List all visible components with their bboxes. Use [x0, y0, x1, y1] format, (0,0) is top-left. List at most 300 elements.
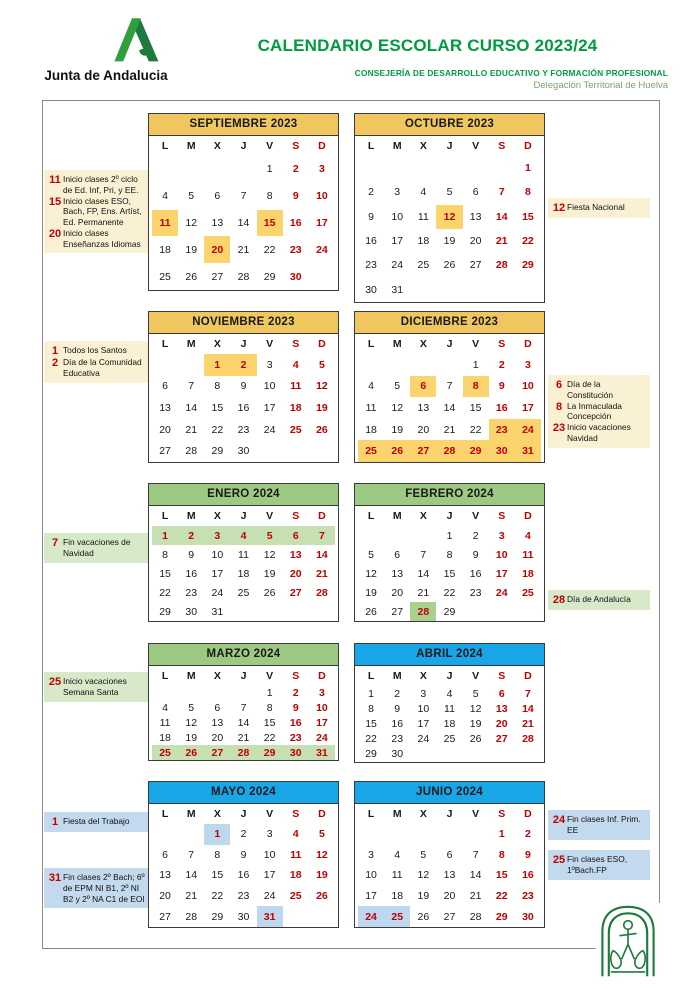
weekday-label: J: [446, 670, 453, 682]
day-cell: 15: [263, 716, 276, 729]
weekday-label: M: [392, 670, 402, 682]
day-cell: 3: [266, 828, 273, 841]
week-row: [149, 602, 338, 621]
day-cell: 26: [316, 890, 328, 903]
day-cell: 31: [211, 605, 224, 618]
day-cell: 25: [152, 745, 178, 760]
day-cell: [410, 747, 436, 762]
day-cell: 24: [417, 733, 430, 746]
week-row: [149, 376, 338, 398]
day-cell: 26: [443, 259, 456, 272]
day-cell: 24: [263, 890, 276, 903]
day-cell: 14: [237, 216, 250, 229]
weekday-label: S: [498, 808, 506, 820]
day-cell: [410, 824, 436, 845]
day-cell: 5: [472, 687, 479, 700]
day-cell: [384, 526, 410, 545]
weekday-label: V: [266, 338, 274, 350]
week-row: [355, 253, 544, 277]
weekday-label: V: [472, 670, 480, 682]
day-cell: 9: [472, 548, 479, 561]
day-cell: 8: [266, 190, 273, 203]
note-text: Día de la Constitución: [567, 379, 614, 400]
note-item: [47, 357, 145, 379]
day-cell: 3: [420, 687, 427, 700]
weekday-label: D: [318, 140, 326, 152]
day-cell: 9: [498, 380, 505, 393]
week-row: [355, 354, 544, 376]
day-cell: 11: [290, 848, 302, 861]
day-cell: 20: [159, 890, 171, 903]
weekday-label: X: [419, 338, 427, 350]
week-row: [149, 419, 338, 441]
weekday-label: V: [266, 510, 274, 522]
day-cell: [384, 354, 410, 376]
day-cell: 22: [495, 890, 508, 903]
day-cell: 11: [391, 869, 403, 882]
week-row: [149, 526, 338, 545]
day-cell: [178, 156, 204, 183]
day-cell: [436, 278, 462, 302]
note-may-note1: [44, 812, 148, 832]
day-cell: [489, 747, 515, 762]
day-cell: 4: [230, 526, 256, 545]
day-cell: 20: [289, 567, 302, 580]
day-cell: 14: [522, 702, 534, 715]
note-text: Fiesta del Trabajo: [63, 816, 130, 826]
day-cell: 17: [316, 716, 328, 729]
day-cell: 15: [522, 210, 534, 223]
day-cell: 27: [443, 910, 456, 923]
day-cell: 18: [522, 567, 534, 580]
day-cell: 15: [257, 210, 283, 237]
day-cell: 23: [237, 890, 250, 903]
weekday-label: J: [240, 338, 247, 350]
week-row: [355, 156, 544, 180]
day-cell: 16: [237, 869, 250, 882]
day-cell: 2: [524, 828, 531, 841]
day-cell: 22: [263, 243, 276, 256]
day-cell: 25: [289, 423, 302, 436]
weekday-label: M: [186, 338, 196, 350]
day-cell: 11: [522, 548, 534, 561]
day-cell: 18: [237, 567, 250, 580]
note-item: [47, 676, 145, 698]
week-row: [355, 602, 544, 621]
day-cell: 9: [240, 848, 247, 861]
day-cell: 8: [446, 548, 453, 561]
day-cell: 8: [214, 848, 221, 861]
note-item: [551, 854, 647, 876]
weekday-label: X: [213, 140, 221, 152]
day-cell: 14: [495, 210, 508, 223]
day-cell: 29: [463, 440, 489, 462]
note-text: La Inmaculada Concepción: [567, 400, 622, 422]
subtitle-consejeria: CONSEJERÍA DE DESARROLLO EDUCATIVO Y FORMACIÓN PROFESIONAL: [354, 68, 668, 78]
week-row: [355, 564, 544, 583]
weekday-label: L: [161, 140, 169, 152]
day-cell: 16: [391, 717, 404, 730]
note-item: [551, 401, 647, 423]
day-cell: 17: [391, 235, 404, 248]
day-cell: 7: [188, 848, 195, 861]
day-cell: [178, 824, 204, 845]
week-row: [149, 845, 338, 866]
day-cell: 28: [436, 440, 462, 462]
weekday-label: J: [446, 808, 453, 820]
day-cell: 17: [495, 567, 508, 580]
day-cell: [257, 602, 283, 621]
day-cell: 14: [443, 401, 456, 414]
weekday-label: J: [446, 140, 453, 152]
note-ene-note: [44, 533, 148, 563]
day-cell: [410, 278, 436, 302]
weekday-row: [355, 804, 544, 824]
day-cell: 29: [495, 910, 508, 923]
day-cell: 27: [495, 733, 508, 746]
weekday-label: D: [318, 670, 326, 682]
day-cell: 2: [178, 526, 204, 545]
weekday-label: J: [240, 808, 247, 820]
day-cell: 2: [498, 358, 505, 371]
day-cell: 10: [316, 702, 328, 715]
day-cell: 21: [469, 890, 482, 903]
note-item: [47, 816, 145, 828]
day-cell: 12: [316, 848, 328, 861]
day-cell: 30: [391, 748, 404, 761]
day-cell: 13: [443, 869, 456, 882]
note-item: [47, 872, 145, 904]
day-cell: 12: [185, 716, 198, 729]
note-day-number: 6: [555, 379, 563, 391]
day-cell: 23: [289, 243, 302, 256]
weekday-label: S: [498, 670, 506, 682]
day-cell: [463, 824, 489, 845]
day-cell: 1: [204, 824, 230, 845]
weekday-row: [149, 136, 338, 156]
weekday-label: X: [419, 140, 427, 152]
day-cell: 28: [495, 259, 508, 272]
day-cell: 1: [498, 828, 505, 841]
day-cell: 28: [185, 445, 198, 458]
week-row: [149, 183, 338, 210]
month-title: ABRIL 2024: [355, 644, 544, 666]
weekday-row: [149, 666, 338, 686]
day-cell: [152, 354, 178, 376]
day-cell: 22: [443, 586, 456, 599]
weekday-label: S: [498, 338, 506, 350]
day-cell: 1: [266, 687, 273, 700]
day-cell: 19: [469, 717, 482, 730]
day-cell: 13: [211, 716, 224, 729]
day-cell: 17: [263, 401, 276, 414]
day-cell: 4: [368, 380, 374, 393]
day-cell: 3: [524, 358, 531, 371]
day-cell: 11: [290, 380, 302, 393]
note-day-number: 25: [48, 676, 62, 688]
day-cell: 21: [417, 586, 430, 599]
note-item: [551, 814, 647, 836]
day-cell: [410, 354, 436, 376]
note-mar-note: [44, 672, 148, 702]
day-cell: 17: [522, 401, 534, 414]
day-cell: 30: [289, 270, 302, 283]
day-cell: 14: [417, 567, 430, 580]
day-cell: 24: [211, 586, 224, 599]
note-item: [551, 202, 647, 214]
week-row: [149, 686, 338, 701]
day-cell: 23: [489, 419, 515, 441]
day-cell: 23: [365, 259, 377, 272]
week-row: [149, 824, 338, 845]
day-cell: 17: [263, 869, 276, 882]
week-row: [149, 745, 338, 760]
day-cell: 11: [444, 702, 455, 715]
day-cell: [358, 354, 384, 376]
day-cell: 2: [368, 186, 374, 199]
weekday-row: [149, 334, 338, 354]
note-sep-notes: [44, 170, 148, 253]
weekday-label: M: [186, 510, 196, 522]
day-cell: 11: [417, 210, 429, 223]
week-row: [149, 583, 338, 602]
day-cell: 16: [469, 567, 482, 580]
day-cell: 15: [211, 869, 224, 882]
day-cell: 26: [384, 440, 410, 462]
day-cell: [410, 156, 436, 180]
day-cell: [515, 602, 541, 621]
day-cell: 19: [316, 401, 328, 414]
day-cell: 24: [358, 906, 384, 927]
day-cell: 14: [185, 401, 198, 414]
day-cell: 26: [185, 270, 198, 283]
day-cell: 13: [495, 702, 508, 715]
day-cell: 24: [316, 731, 328, 744]
day-cell: [309, 263, 335, 290]
subtitle-delegacion: Delegación Territorial de Huelva: [533, 80, 668, 91]
week-row: [149, 210, 338, 237]
day-cell: 4: [524, 529, 531, 542]
weekday-label: V: [266, 808, 274, 820]
day-cell: 29: [211, 445, 224, 458]
note-text: Fiesta Nacional: [567, 202, 625, 212]
weekday-label: D: [524, 338, 532, 350]
weekday-label: S: [292, 140, 300, 152]
day-cell: 26: [469, 733, 482, 746]
weekday-label: M: [186, 670, 196, 682]
day-cell: 30: [237, 445, 250, 458]
day-cell: 24: [263, 423, 276, 436]
day-cell: 5: [318, 828, 325, 841]
day-cell: 10: [316, 190, 328, 203]
week-row: [149, 440, 338, 462]
day-cell: 20: [417, 423, 430, 436]
day-cell: [230, 602, 256, 621]
day-cell: 18: [159, 731, 171, 744]
day-cell: [309, 602, 335, 621]
day-cell: 4: [292, 358, 299, 371]
day-cell: 19: [263, 567, 276, 580]
day-cell: 16: [185, 567, 198, 580]
week-row: [355, 229, 544, 253]
day-cell: 10: [263, 848, 276, 861]
weekday-label: J: [240, 510, 247, 522]
note-item: [551, 422, 647, 444]
note-item: [47, 228, 145, 250]
day-cell: 6: [162, 380, 168, 393]
weekday-label: X: [419, 670, 427, 682]
month-title: NOVIEMBRE 2023: [149, 312, 338, 334]
day-cell: 12: [436, 205, 462, 229]
weekday-label: J: [446, 510, 453, 522]
day-cell: 12: [263, 548, 276, 561]
note-day-number: 11: [49, 174, 61, 186]
weekday-label: L: [367, 510, 375, 522]
week-row: [355, 583, 544, 602]
weekday-label: D: [524, 140, 532, 152]
day-cell: 4: [162, 702, 168, 715]
note-day-number: 20: [48, 227, 62, 240]
day-cell: 31: [391, 283, 404, 296]
day-cell: 22: [469, 423, 482, 436]
day-cell: 12: [417, 869, 430, 882]
day-cell: 21: [495, 235, 508, 248]
note-text: Fin vacaciones de Navidad: [63, 537, 131, 558]
day-cell: 21: [522, 717, 534, 730]
week-row: [355, 545, 544, 564]
day-cell: 20: [495, 717, 508, 730]
day-cell: 2: [292, 163, 299, 176]
day-cell: 10: [391, 210, 404, 223]
week-row: [149, 545, 338, 564]
note-may-note31: [44, 868, 148, 908]
weekday-row: [149, 804, 338, 824]
week-row: [149, 397, 338, 419]
weekday-row: [149, 506, 338, 526]
day-cell: 18: [365, 423, 377, 436]
day-cell: 27: [391, 605, 404, 618]
day-cell: 3: [318, 687, 325, 700]
day-cell: 30: [237, 910, 250, 923]
day-cell: 25: [522, 586, 534, 599]
day-cell: [152, 156, 178, 183]
day-cell: 1: [524, 162, 531, 175]
day-cell: 22: [159, 586, 171, 599]
day-cell: 6: [446, 848, 453, 861]
day-cell: 30: [489, 440, 515, 462]
day-cell: 23: [237, 423, 250, 436]
day-cell: 16: [522, 869, 534, 882]
day-cell: 20: [391, 586, 404, 599]
day-cell: 10: [211, 548, 224, 561]
weekday-label: X: [213, 510, 221, 522]
note-jun-note25: [548, 850, 650, 880]
weekday-label: L: [161, 670, 169, 682]
day-cell: 28: [410, 602, 436, 621]
day-cell: 17: [316, 216, 328, 229]
day-cell: 1: [204, 354, 230, 376]
day-cell: 25: [237, 586, 250, 599]
day-cell: 22: [211, 423, 224, 436]
page-title: CALENDARIO ESCOLAR CURSO 2023/24: [257, 36, 598, 55]
weekday-label: X: [213, 338, 221, 350]
week-row: [355, 376, 544, 398]
day-cell: 6: [283, 526, 309, 545]
month-title: FEBRERO 2024: [355, 484, 544, 506]
day-cell: 12: [391, 401, 404, 414]
day-cell: 11: [152, 210, 178, 237]
week-row: [355, 865, 544, 886]
weekday-label: D: [318, 510, 326, 522]
week-row: [355, 886, 544, 907]
week-row: [355, 278, 544, 302]
weekday-label: L: [161, 338, 169, 350]
weekday-label: D: [524, 510, 532, 522]
day-cell: [436, 824, 462, 845]
weekday-row: [355, 334, 544, 354]
day-cell: 25: [159, 270, 171, 283]
day-cell: 19: [185, 243, 198, 256]
week-row: [355, 701, 544, 716]
weekday-label: D: [318, 808, 326, 820]
day-cell: 26: [263, 586, 276, 599]
weekday-label: M: [392, 510, 402, 522]
day-cell: [463, 602, 489, 621]
week-row: [355, 747, 544, 762]
day-cell: [463, 278, 489, 302]
day-cell: 28: [522, 733, 534, 746]
day-cell: 17: [365, 890, 377, 903]
weekday-label: S: [292, 338, 300, 350]
day-cell: 5: [394, 380, 401, 393]
day-cell: 28: [237, 270, 250, 283]
note-item: [47, 345, 145, 357]
week-row: [149, 716, 338, 731]
note-text: Todos los Santos: [63, 345, 127, 355]
note-day-number: 31: [48, 872, 62, 884]
day-cell: 5: [188, 702, 195, 715]
day-cell: 7: [472, 848, 479, 861]
day-cell: 21: [237, 243, 250, 256]
day-cell: 19: [443, 235, 456, 248]
week-row: [355, 906, 544, 927]
day-cell: 19: [417, 890, 430, 903]
week-row: [149, 865, 338, 886]
day-cell: [384, 824, 410, 845]
day-cell: 15: [469, 401, 482, 414]
day-cell: 12: [185, 216, 198, 229]
day-cell: 5: [257, 526, 283, 545]
day-cell: 25: [384, 906, 410, 927]
day-cell: [230, 686, 256, 701]
day-cell: 11: [365, 401, 377, 414]
month-calendar-abr: [354, 643, 545, 763]
note-item: [47, 174, 145, 196]
day-cell: 5: [188, 190, 195, 203]
note-day-number: 1: [51, 816, 59, 828]
day-cell: 28: [469, 910, 482, 923]
day-cell: 28: [316, 586, 328, 599]
day-cell: 16: [289, 216, 302, 229]
day-cell: 30: [283, 745, 309, 760]
month-title: SEPTIEMBRE 2023: [149, 114, 338, 136]
day-cell: [463, 747, 489, 762]
day-cell: 4: [394, 848, 401, 861]
day-cell: 7: [240, 702, 247, 715]
day-cell: 8: [162, 548, 168, 561]
day-cell: [436, 156, 462, 180]
day-cell: 15: [443, 567, 456, 580]
